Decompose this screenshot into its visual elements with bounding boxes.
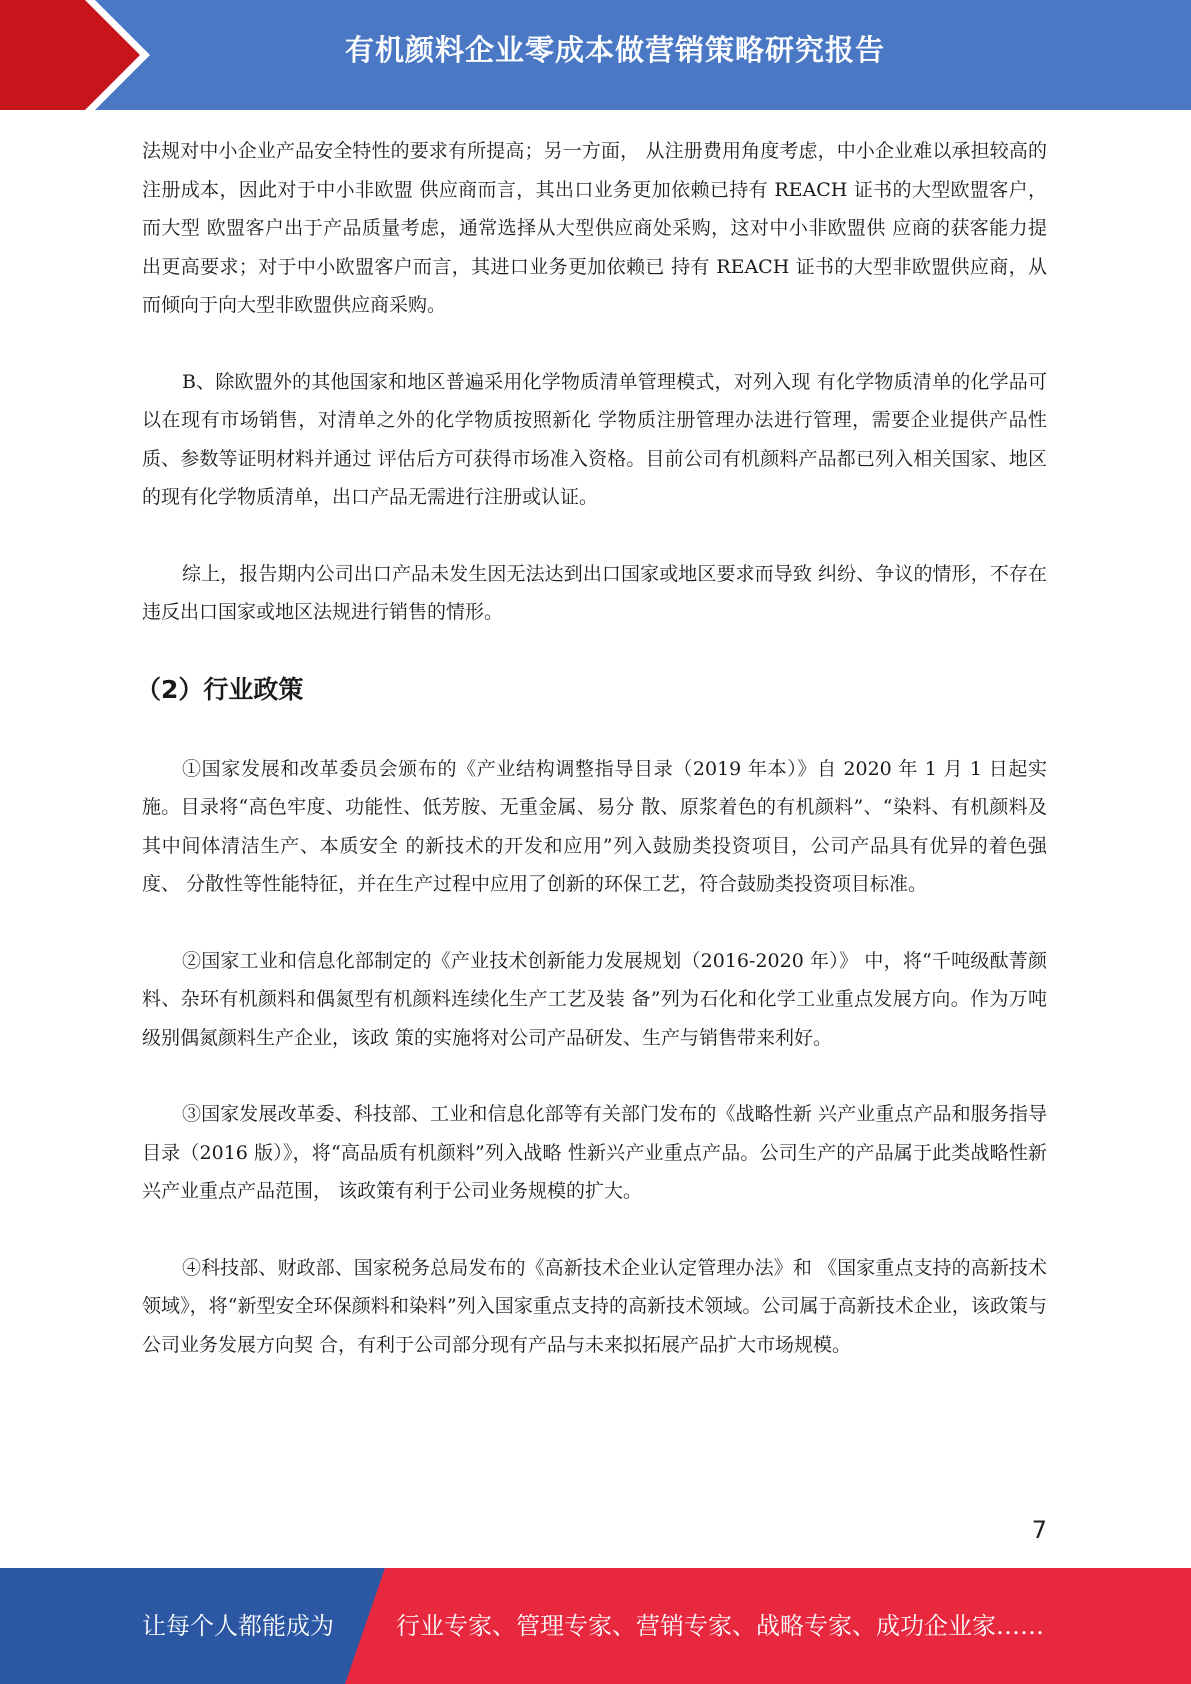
report-title: 有机颜料企业零成本做营销策略研究报告	[344, 33, 885, 67]
paragraph-policy-4: ④科技部、财政部、国家税务总局发布的《高新技术企业认定管理办法》和 《国家重点支持的高新技术领域》，将“新型安全环保颜料和染料”列入国家重点支持的高新技术领域。公司属于高新技术企业，该政策与公司业务发展方向契 合，有利于公司部分现有产品与未来拟拓展产品扩大市场规模。	[142, 1256, 1047, 1356]
footer-slogan-right: 行业专家、管理专家、营销专家、战略专家、成功企业家……	[396, 1612, 1044, 1640]
paragraph-chemical-inventory: B、除欧盟外的其他国家和地区普遍采用化学物质清单管理模式，对列入现 有化学物质清单的化学品可以在现有市场销售，对清单之外的化学物质按照新化 学物质注册管理办法进行管理，需要企业提供产品性质、参数等证明材料并通过 评估后方可获得市场准入资格。目前公司有机颜料产品都已列入相关国家、地区 的现有化学物质清单，出口产品无需进行注册或认证。	[142, 370, 1047, 508]
paragraph-policy-1: ①国家发展和改革委员会颁布的《产业结构调整指导目录（2019 年本）》自 2020 年 1 月 1 日起实施。目录将“高色牢度、功能性、低芳胺、无重金属、易分 散、原浆着色的有机颜料”、“染料、有机颜料及其中间体清洁生产、本质安全 的新技术的开发和应用”列入鼓励类投资项目，公司产品具有优异的着色强度、 分散性等性能特征，并在生产过程中应用了创新的环保工艺，符合鼓励类投资项目标准。	[142, 757, 1047, 895]
paragraph-summary: 综上，报告期内公司出口产品未发生因无法达到出口国家或地区要求而导致 纠纷、争议的情形，不存在违反出口国家或地区法规进行销售的情形。	[142, 562, 1047, 623]
page-footer	[0, 1568, 1191, 1684]
paragraph-reach-regulation: 法规对中小企业产品安全特性的要求有所提高；另一方面， 从注册费用角度考虑，中小企业难以承担较高的注册成本，因此对于中小非欧盟 供应商而言，其出口业务更加依赖已持有 REACH 证书的大型欧盟客户，而大型 欧盟客户出于产品质量考虑，通常选择从大型供应商处采购，这对中小非欧盟供 应商的获客能力提出更高要求；对于中小欧盟客户而言，其进口业务更加依赖已 持有 REACH 证书的大型非欧盟供应商，从而倾向于向大型非欧盟供应商采购。	[142, 140, 1047, 316]
section-heading-industry-policy: （2）行业政策	[136, 674, 304, 704]
footer-slogan-left: 让每个人都能成为	[142, 1612, 334, 1640]
page-header	[0, 0, 1191, 110]
paragraph-policy-3: ③国家发展改革委、科技部、工业和信息化部等有关部门发布的《战略性新 兴产业重点产品和服务指导目录（2016 版）》，将“高品质有机颜料”列入战略 性新兴产业重点产品。公司生产的产品属于此类战略性新兴产业重点产品范围， 该政策有利于公司业务规模的扩大。	[142, 1103, 1047, 1202]
paragraph-policy-2: ②国家工业和信息化部制定的《产业技术创新能力发展规划（2016-2020 年）》 中，将“千吨级酞菁颜料、杂环有机颜料和偶氮型有机颜料连续化生产工艺及装 备”列为石化和化学工业重点发展方向。作为万吨级别偶氮颜料生产企业，该政 策的实施将对公司产品研发、生产与销售带来利好。	[142, 949, 1047, 1049]
document-body	[136, 132, 1047, 1402]
page-number: 7	[1031, 1516, 1047, 1544]
